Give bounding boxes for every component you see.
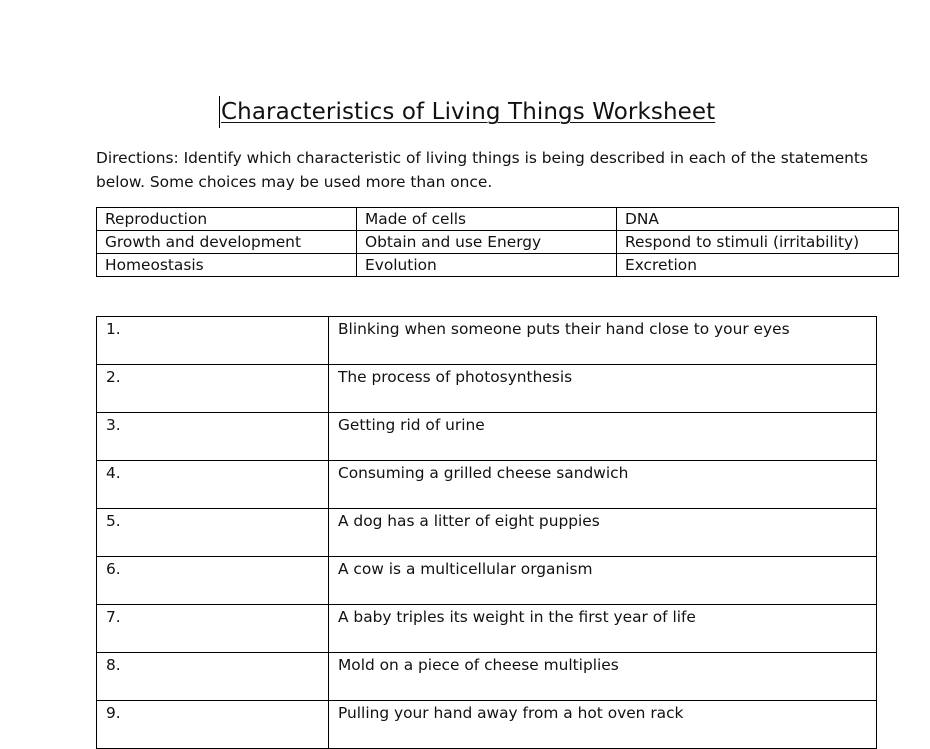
statement-cell[interactable]: Getting rid of urine — [329, 413, 877, 461]
question-number: 1. — [106, 320, 121, 338]
answer-cell[interactable] — [97, 317, 329, 365]
choice-cell[interactable]: Obtain and use Energy — [357, 231, 617, 254]
choices-row — [97, 208, 899, 231]
statement-cell[interactable]: A cow is a multicellular organism — [329, 557, 877, 605]
question-row — [97, 653, 877, 701]
choice-cell[interactable]: Made of cells — [357, 208, 617, 231]
answer-cell[interactable] — [97, 461, 329, 509]
answer-cell[interactable] — [97, 701, 329, 749]
statement-cell[interactable]: A dog has a litter of eight puppies — [329, 509, 877, 557]
statement-cell[interactable]: A baby triples its weight in the first year of life — [329, 605, 877, 653]
choices-row — [97, 254, 899, 277]
statement-cell[interactable]: The process of photosynthesis — [329, 365, 877, 413]
question-number: 2. — [106, 368, 121, 386]
page-title[interactable]: Characteristics of Living Things Worksheet — [221, 99, 716, 125]
answer-cell[interactable] — [97, 509, 329, 557]
statement-cell[interactable]: Blinking when someone puts their hand close to your eyes — [329, 317, 877, 365]
choices-table — [96, 207, 899, 277]
choices-row — [97, 231, 899, 254]
text-cursor — [219, 96, 220, 128]
question-number: 4. — [106, 464, 121, 482]
question-number: 9. — [106, 704, 121, 722]
choice-cell[interactable]: Excretion — [617, 254, 899, 277]
choice-cell[interactable]: Evolution — [357, 254, 617, 277]
question-row — [97, 365, 877, 413]
question-row — [97, 701, 877, 749]
question-number: 8. — [106, 656, 121, 674]
choice-cell[interactable]: Reproduction — [97, 208, 357, 231]
question-row — [97, 413, 877, 461]
answer-cell[interactable] — [97, 653, 329, 701]
choice-cell[interactable]: Homeostasis — [97, 254, 357, 277]
statement-cell[interactable]: Pulling your hand away from a hot oven rack — [329, 701, 877, 749]
question-number: 6. — [106, 560, 121, 578]
question-number: 3. — [106, 416, 121, 434]
answer-cell[interactable] — [97, 413, 329, 461]
question-row — [97, 557, 877, 605]
statement-cell[interactable]: Consuming a grilled cheese sandwich — [329, 461, 877, 509]
answer-cell[interactable] — [97, 605, 329, 653]
question-number: 5. — [106, 512, 121, 530]
statement-cell[interactable]: Mold on a piece of cheese multiplies — [329, 653, 877, 701]
question-row — [97, 461, 877, 509]
choice-cell[interactable]: Growth and development — [97, 231, 357, 254]
answer-cell[interactable] — [97, 365, 329, 413]
answer-cell[interactable] — [97, 557, 329, 605]
question-row — [97, 509, 877, 557]
question-number: 7. — [106, 608, 121, 626]
directions-text[interactable]: Directions: Identify which characteristic of living things is being described in each of the statements below. Some choices may be used more than once. — [96, 149, 868, 191]
choice-cell[interactable]: Respond to stimuli (irritability) — [617, 231, 899, 254]
choice-cell[interactable]: DNA — [617, 208, 899, 231]
questions-table — [96, 316, 877, 749]
question-row — [97, 605, 877, 653]
question-row — [97, 317, 877, 365]
